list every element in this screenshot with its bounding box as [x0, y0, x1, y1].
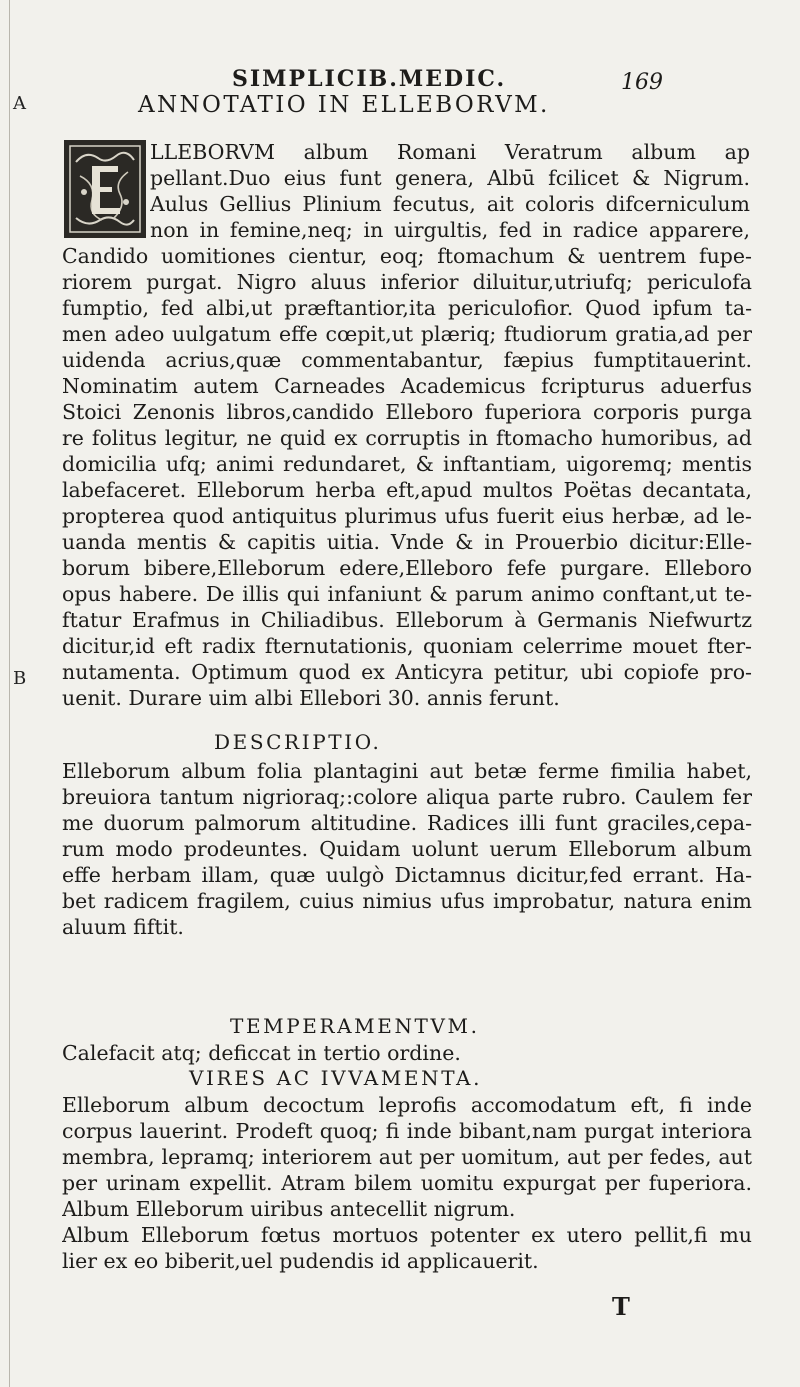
- text-line: pellant.Duo eius funt genera, Albū fcilicet & Nigrum.: [150, 166, 750, 190]
- text-line: non in femine,neq; in uirgultis, fed in radice apparere,: [150, 218, 750, 242]
- text-line: Candido uomitiones cientur, eoq; ftomachum & uentrem fupe-: [62, 244, 752, 268]
- text-line: ftatur Erafmus in Chiliadibus. Elleborum à Germanis Niefwurtz: [62, 608, 752, 632]
- text-line: Nominatim autem Carneades Academicus fcripturus aduerfus: [62, 374, 752, 398]
- text-line: dicitur,id eft radix fternutationis, quoniam celerrime mouet fter-: [62, 634, 752, 658]
- text-line: Elleborum album decoctum leprofis accomodatum eft, fi inde: [62, 1093, 752, 1117]
- text-line: corpus lauerint. Prodeft quoq; fi inde bibant,nam purgat interiora: [62, 1119, 752, 1143]
- woodcut-initial-icon: [66, 142, 144, 236]
- text-line: Elleborum album folia plantagini aut betæ ferme fimilia habet,: [62, 759, 752, 783]
- page-number: 169: [621, 70, 663, 95]
- margin-letter-a: A: [13, 93, 26, 114]
- running-head-title: SIMPLICIB.MEDIC.: [232, 66, 507, 92]
- text-line: per urinam expellit. Atram bilem uomitu expurgat per fuperiora.: [62, 1171, 752, 1195]
- text-line: uidenda acrius,quæ commentabantur, fæpius fumptitauerint.: [62, 348, 752, 372]
- text-line: riorem purgat. Nigro aluus inferior diluitur,utriufq; periculofa: [62, 270, 752, 294]
- text-line: breuiora tantum nigrioraq;:colore aliqua parte rubro. Caulem fer: [62, 785, 752, 809]
- heading-descriptio: DESCRIPTIO.: [214, 730, 382, 754]
- text-line: aluum fiftit.: [62, 915, 184, 939]
- text-line: me duorum palmorum altitudine. Radices illi funt graciles,cepa-: [62, 811, 752, 835]
- text-line: Stoici Zenonis libros,candido Elleboro fuperiora corporis purga: [62, 400, 752, 424]
- text-line: effe herbam illam, quæ uulgò Dictamnus dicitur,fed errant. Ha-: [62, 863, 752, 887]
- text-line: lier ex eo biberit,uel pudendis id applicauerit.: [62, 1249, 539, 1273]
- text-line: bet radicem fragilem, cuius nimius ufus improbatur, natura enim: [62, 889, 752, 913]
- temperament-body: [62, 1040, 752, 1066]
- text-line: uenit. Durare uim albi Ellebori 30. annis ferunt.: [62, 686, 560, 710]
- text-line: nutamenta. Optimum quod ex Anticyra petitur, ubi copiofe pro-: [62, 660, 752, 684]
- page-edge-line: [9, 0, 10, 1387]
- text-line: rum modo prodeuntes. Quidam uolunt uerum Elleborum album: [62, 837, 752, 861]
- description-body: [62, 758, 752, 940]
- text-line: re folitus legitur, ne quid ex corruptis in ftomacho humoribus, ad: [62, 426, 752, 450]
- text-line: membra, lepramq; interiorem aut per uomitum, aut per fedes, aut: [62, 1145, 752, 1169]
- text-line: uanda mentis & capitis uitia. Vnde & in Prouerbio dicitur:Elle-: [62, 530, 752, 554]
- annotation-body: [62, 243, 752, 711]
- text-line: opus habere. De illis qui infaniunt & parum animo conftant,ut te-: [62, 582, 752, 606]
- text-line: domicilia ufq; animi redundaret, & inftantiam, uigoremq; mentis: [62, 452, 752, 476]
- heading-vires: VIRES AC IVVAMENTA.: [189, 1066, 483, 1090]
- margin-letter-b: B: [13, 668, 27, 689]
- opening-lines: [150, 139, 750, 243]
- text-line: borum bibere,Elleborum edere,Elleboro fefe purgare. Elleboro: [62, 556, 752, 580]
- text-line: LLEBORVM album Romani Veratrum album ap: [150, 140, 750, 164]
- text-line: Aulus Gellius Plinium fecutus, ait coloris difcerniculum: [150, 192, 750, 216]
- text-line: labefaceret. Elleborum herba eft,apud multos Poëtas decantata,: [62, 478, 752, 502]
- section-title: ANNOTATIO IN ELLEBORVM.: [138, 92, 550, 118]
- text-line: Album Elleborum uiribus antecellit nigrum.: [62, 1197, 516, 1221]
- text-line: Calefacit atq; deficcat in tertio ordine.: [62, 1041, 461, 1065]
- decorated-initial-e: [64, 140, 146, 238]
- heading-temperamentum: TEMPERAMENTVM.: [230, 1014, 480, 1038]
- text-line: men adeo uulgatum effe cœpit,ut plæriq; ftudiorum gratia,ad per: [62, 322, 752, 346]
- text-line: Album Elleborum fœtus mortuos potenter ex utero pellit,fi mu: [62, 1223, 752, 1247]
- virtues-body: [62, 1092, 752, 1274]
- text-line: fumptio, fed albi,ut præftantior,ita periculofior. Quod ipfum ta-: [62, 296, 752, 320]
- catchword: T: [612, 1292, 630, 1321]
- text-line: propterea quod antiquitus plurimus ufus fuerit eius herbæ, ad le-: [62, 504, 752, 528]
